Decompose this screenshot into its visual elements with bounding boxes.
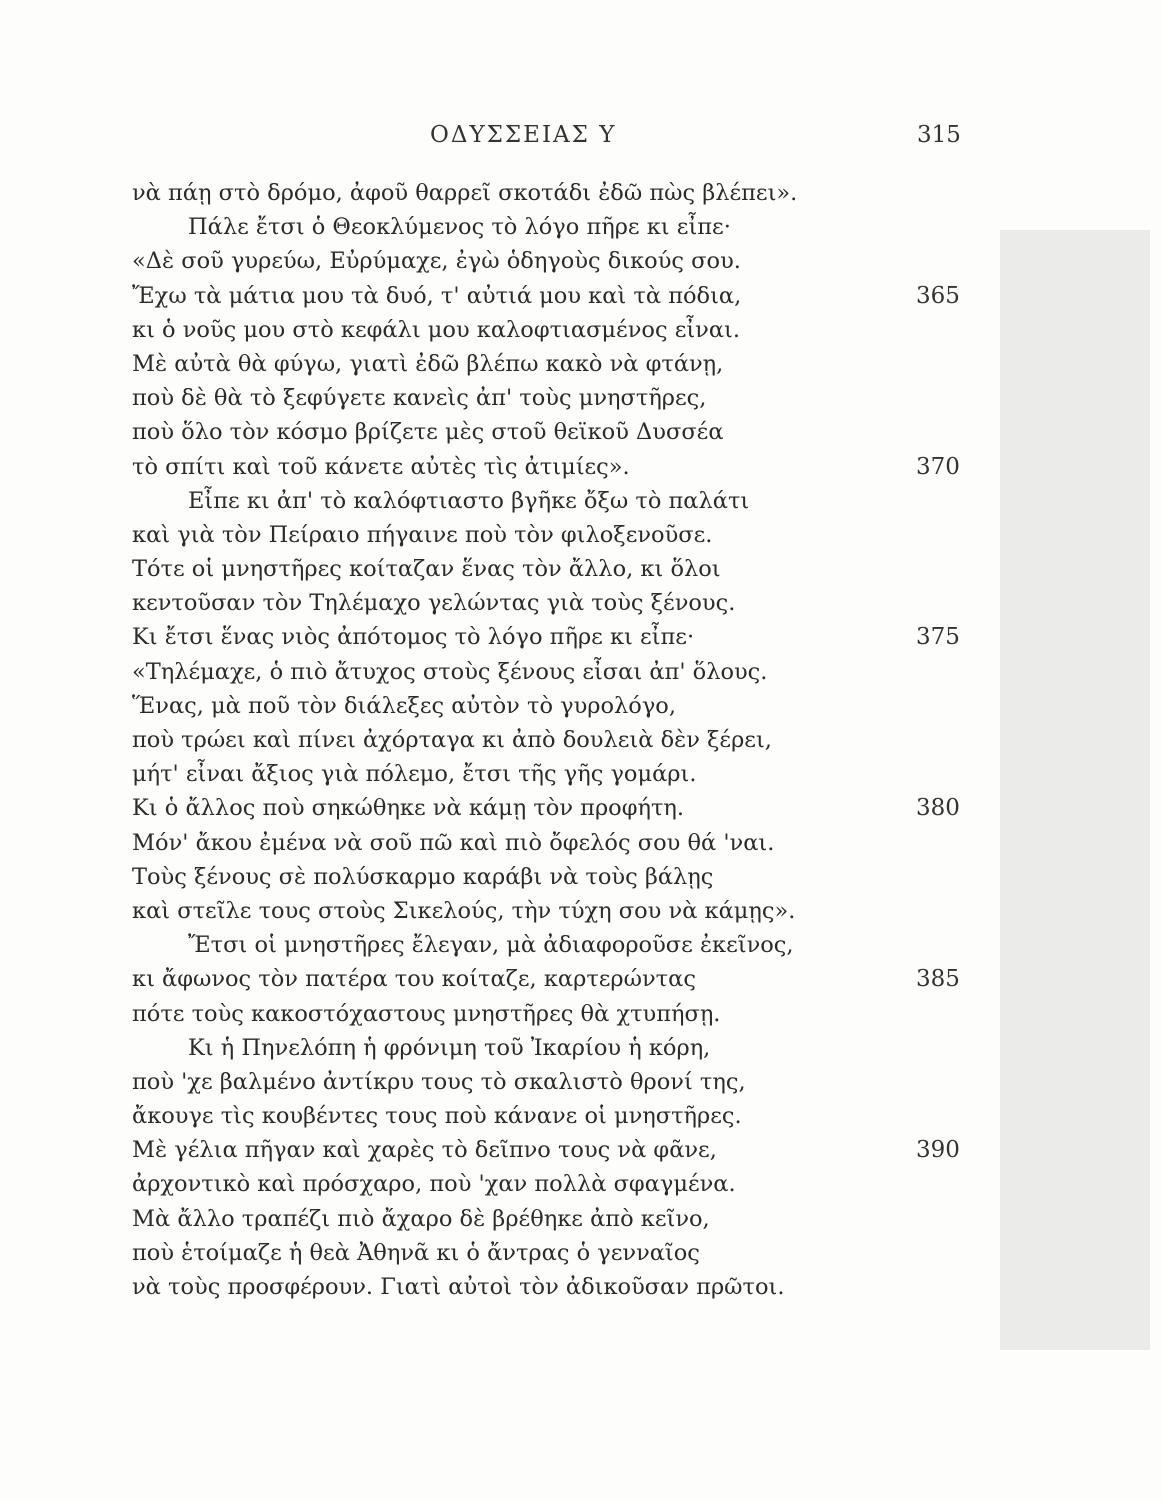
verse-line (0, 1065, 1162, 1099)
verse-text: ποὺ ὅλο τὸν κόσμο βρίζετε μὲς στοῦ θεϊκοῦ Δυσσέα (132, 419, 724, 446)
line-number: 375 (916, 624, 960, 651)
verse-text: Μὰ ἄλλο τραπέζι πιὸ ἄχαρο δὲ βρέθηκε ἀπὸ κεῖνο, (132, 1205, 710, 1232)
verse-text: Ἕνας, μὰ ποῦ τὸν διάλεξες αὐτὸν τὸ γυρολόγο, (132, 692, 676, 719)
verse-line (0, 313, 1162, 347)
verse-line (0, 894, 1162, 928)
verse-line (0, 1099, 1162, 1133)
verse-line (0, 860, 1162, 894)
verse-text: ποὺ 'χε βαλμένο ἀντίκρυ τους τὸ σκαλιστὸ θρονί της, (132, 1068, 746, 1095)
verse-line (0, 347, 1162, 381)
verse-line (0, 381, 1162, 415)
verse-line (0, 415, 1162, 449)
verse-text: κι ἄφωνος τὸν πατέρα του κοίταζε, καρτερώντας (132, 966, 696, 993)
line-number: 390 (916, 1137, 960, 1164)
verse-text: ποὺ ἑτοίμαζε ἡ θεὰ Ἀθηνᾶ κι ὁ ἄντρας ὁ γενναῖος (132, 1239, 700, 1266)
verse-line (0, 176, 1162, 210)
verse-line (0, 723, 1162, 757)
verse-line (0, 928, 1162, 962)
verse-line (0, 244, 1162, 278)
verse-text: νὰ πάῃ στὸ δρόμο, ἀφοῦ θαρρεῖ σκοτάδι ἐδῶ πὼς βλέπει». (132, 180, 798, 206)
verse-line (0, 1167, 1162, 1201)
verse-line (0, 689, 1162, 723)
verse-text: πότε τοὺς κακοστόχαστους μνηστῆρες θὰ χτυπήσῃ. (132, 1000, 721, 1027)
verse-text: ἀρχοντικὸ καὶ πρόσχαρο, ποὺ 'χαν πολλὰ σφαγμένα. (132, 1171, 736, 1198)
verse-text: Πάλε ἔτσι ὁ Θεοκλύμενος τὸ λόγο πῆρε κι εἶπε· (188, 214, 731, 241)
verse-line (0, 552, 1162, 586)
verse-text: κι ὁ νοῦς μου στὸ κεφάλι μου καλοφτιασμένος εἶναι. (132, 316, 741, 343)
poem-text (0, 176, 1162, 1304)
verse-line (0, 791, 1162, 825)
verse-text: κεντοῦσαν τὸν Τηλέμαχο γελώντας γιὰ τοὺς ξένους. (132, 590, 736, 617)
verse-line (0, 655, 1162, 689)
page-number: 315 (917, 122, 961, 148)
verse-text: «Δὲ σοῦ γυρεύω, Εὐρύμαχε, ἐγὼ ὁδηγοὺς δικούς σου. (132, 248, 741, 275)
verse-line (0, 757, 1162, 791)
verse-line (0, 962, 1162, 996)
verse-text: Μὲ γέλια πῆγαν καὶ χαρὲς τὸ δεῖπνο τους νὰ φᾶνε, (132, 1137, 717, 1164)
verse-line (0, 1133, 1162, 1167)
verse-line (0, 210, 1162, 244)
verse-line (0, 997, 1162, 1031)
verse-text: τὸ σπίτι καὶ τοῦ κάνετε αὐτὲς τὶς ἀτιμίες». (132, 453, 630, 480)
verse-text: καὶ γιὰ τὸν Πείραιο πήγαινε ποὺ τὸν φιλοξενοῦσε. (132, 521, 713, 548)
verse-text: Ἔχω τὰ μάτια μου τὰ δυό, τ' αὐτιά μου καὶ τὰ πόδια, (132, 282, 742, 309)
running-title: ΟΔΥΣΣΕΙΑΣ Υ (430, 122, 617, 148)
verse-text: ποὺ δὲ θὰ τὸ ξεφύγετε κανεὶς ἀπ' τοὺς μνηστῆρες, (132, 385, 707, 412)
verse-text: μήτ' εἶναι ἄξιος γιὰ πόλεμο, ἔτσι τῆς γῆς γομάρι. (132, 761, 697, 788)
running-header (0, 122, 1162, 154)
verse-text: Ἔτσι οἱ μνηστῆρες ἔλεγαν, μὰ ἀδιαφοροῦσε ἐκεῖνος, (188, 932, 794, 959)
verse-line (0, 1202, 1162, 1236)
line-number: 370 (916, 453, 960, 480)
verse-text: καὶ στεῖλε τους στοὺς Σικελούς, τὴν τύχη σου νὰ κάμῃς». (132, 897, 796, 924)
verse-line (0, 1270, 1162, 1304)
line-number: 380 (916, 795, 960, 822)
verse-text: Μόν' ἄκου ἐμένα νὰ σοῦ πῶ καὶ πιὸ ὄφελός σου θά 'ναι. (132, 829, 775, 856)
verse-text: ἄκουγε τὶς κουβέντες τους ποὺ κάνανε οἱ μνηστῆρες. (132, 1103, 742, 1130)
verse-text: Κι ἡ Πηνελόπη ἡ φρόνιμη τοῦ Ἰκαρίου ἡ κόρη, (188, 1034, 711, 1061)
verse-text: Εἶπε κι ἀπ' τὸ καλόφτιαστο βγῆκε ὄξω τὸ παλάτι (188, 487, 750, 514)
line-number: 365 (916, 282, 960, 309)
verse-text: Τοὺς ξένους σὲ πολύσκαρμο καράβι νὰ τοὺς βάλῃς (132, 863, 714, 890)
verse-line (0, 826, 1162, 860)
verse-line (0, 450, 1162, 484)
verse-line (0, 620, 1162, 654)
verse-text: Κι ἔτσι ἕνας νιὸς ἀπότομος τὸ λόγο πῆρε κι εἶπε· (132, 624, 695, 651)
verse-text: Τότε οἱ μνηστῆρες κοίταζαν ἕνας τὸν ἄλλο, κι ὅλοι (132, 556, 721, 583)
verse-text: Κι ὁ ἄλλος ποὺ σηκώθηκε νὰ κάμῃ τὸν προφήτη. (132, 795, 685, 822)
verse-text: ποὺ τρώει καὶ πίνει ἀχόρταγα κι ἀπὸ δουλειὰ δὲν ξέρει, (132, 727, 772, 753)
verse-line (0, 586, 1162, 620)
verse-line (0, 1031, 1162, 1065)
verse-text: Μὲ αὐτὰ θὰ φύγω, γιατὶ ἐδῶ βλέπω κακὸ νὰ φτάνῃ, (132, 350, 724, 377)
verse-line (0, 484, 1162, 518)
line-number: 385 (916, 966, 960, 993)
verse-text: «Τηλέμαχε, ὁ πιὸ ἄτυχος στοὺς ξένους εἶσαι ἀπ' ὅλους. (132, 658, 768, 685)
verse-text: νὰ τοὺς προσφέρουν. Γιατὶ αὐτοὶ τὸν ἀδικοῦσαν πρῶτοι. (132, 1274, 785, 1300)
verse-line (0, 518, 1162, 552)
verse-line (0, 1236, 1162, 1270)
verse-line (0, 279, 1162, 313)
